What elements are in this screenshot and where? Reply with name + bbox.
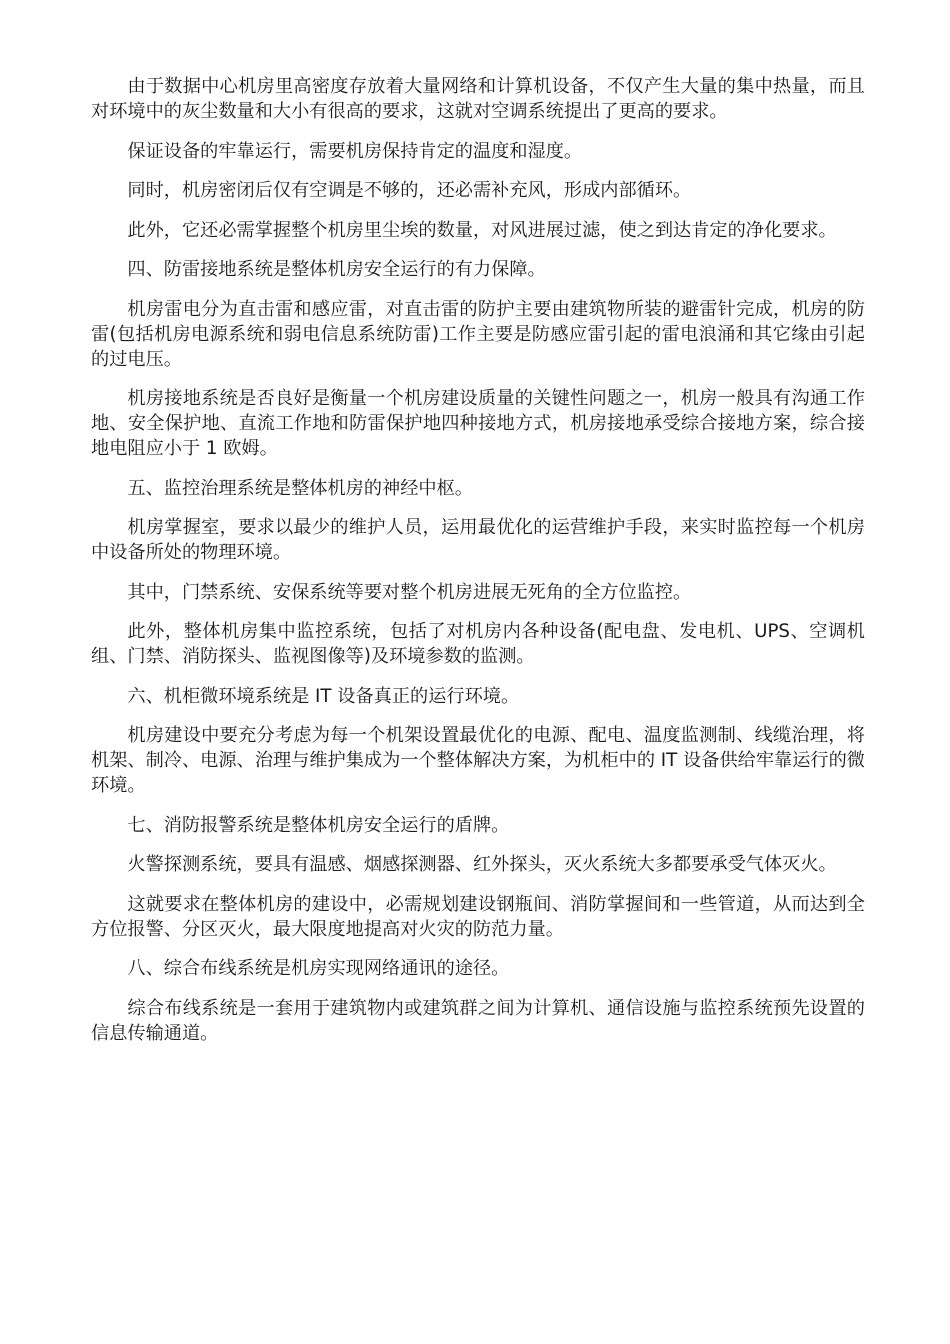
heading-monitoring-system: 五、监控治理系统是整体机房的神经中枢。: [127, 477, 473, 499]
document-page: [91, 74, 865, 1060]
paragraph-fire-planning: 这就要求在整体机房的建设中，必需规划建设钢瓶间、消防掌握间和一些管道，从而达到全方位报警、分区灭火，最大限度地提高对火灾的防范力量。: [91, 893, 865, 940]
paragraph-cooling-requirements: 由于数据中心机房里高密度存放着大量网络和计算机设备，不仅产生大量的集中热量，而且对环境中的灰尘数量和大小有很高的要求，这就对空调系统提出了更高的要求。: [91, 76, 865, 122]
paragraph-control-room: 机房掌握室，要求以最少的维护人员，运用最优化的运营维护手段，来实时监控每一个机房中设备所处的物理环境。: [91, 517, 865, 563]
paragraph-air-circulation: 同时，机房密闭后仅有空调是不够的，还必需补充风，形成内部循环。: [127, 180, 692, 201]
heading-cabinet-microenvironment: 六、机柜微环境系统是 IT 设备真正的运行环境。: [127, 685, 520, 707]
paragraph-temperature-humidity: 保证设备的牢靠运行，需要机房保持肯定的温度和湿度。: [127, 140, 583, 162]
paragraph-access-security: 其中，门禁系统、安保系统等要对整个机房进展无死角的全方位监控。: [127, 581, 692, 603]
heading-fire-alarm: 七、消防报警系统是整体机房安全运行的盾牌。: [127, 814, 510, 836]
paragraph-dust-filtering: 此外，它还必需掌握整个机房里尘埃的数量，对风进展过滤，使之到达肯定的净化要求。: [127, 219, 837, 241]
heading-cabling-system: 八、综合布线系统是机房实现网络通讯的途径。: [127, 958, 510, 979]
heading-lightning-grounding: 四、防雷接地系统是整体机房安全运行的有力保障。: [127, 259, 546, 280]
paragraph-cabling-definition: 综合布线系统是一套用于建筑物内或建筑群之间为计算机、通信设施与监控系统预先设置的信息传输通道。: [91, 997, 865, 1044]
paragraph-grounding-system: 机房接地系统是否良好是衡量一个机房建设质量的关键性问题之一，机房一般具有沟通工作地、安全保护地、直流工作地和防雷保护地四种接地方式，机房接地承受综合接地方案，综合接地电阻应小于 1 欧姆。: [91, 388, 865, 459]
paragraph-lightning-protection: 机房雷电分为直击雷和感应雷，对直击雷的防护主要由建筑物所装的避雷针完成，机房的防雷(包括机房电源系统和弱电信息系统防雷)工作主要是防感应雷引起的雷电浪涌和其它缘由引起的过电压。: [91, 298, 865, 370]
paragraph-centralized-monitoring: 此外，整体机房集中监控系统，包括了对机房内各种设备(配电盘、发电机、UPS、空调机组、门禁、消防探头、监视图像等)及环境参数的监测。: [91, 621, 865, 667]
paragraph-fire-detection: 火警探测系统，要具有温感、烟感探测器、红外探头，灭火系统大多都要承受气体灭火。: [127, 854, 837, 875]
paragraph-rack-design: 机房建设中要充分考虑为每一个机架设置最优化的电源、配电、温度监测制、线缆治理，将机架、制冷、电源、治理与维护集成为一个整体解决方案，为机柜中的 IT 设备供给牢靠运行的微环境。: [91, 725, 865, 796]
